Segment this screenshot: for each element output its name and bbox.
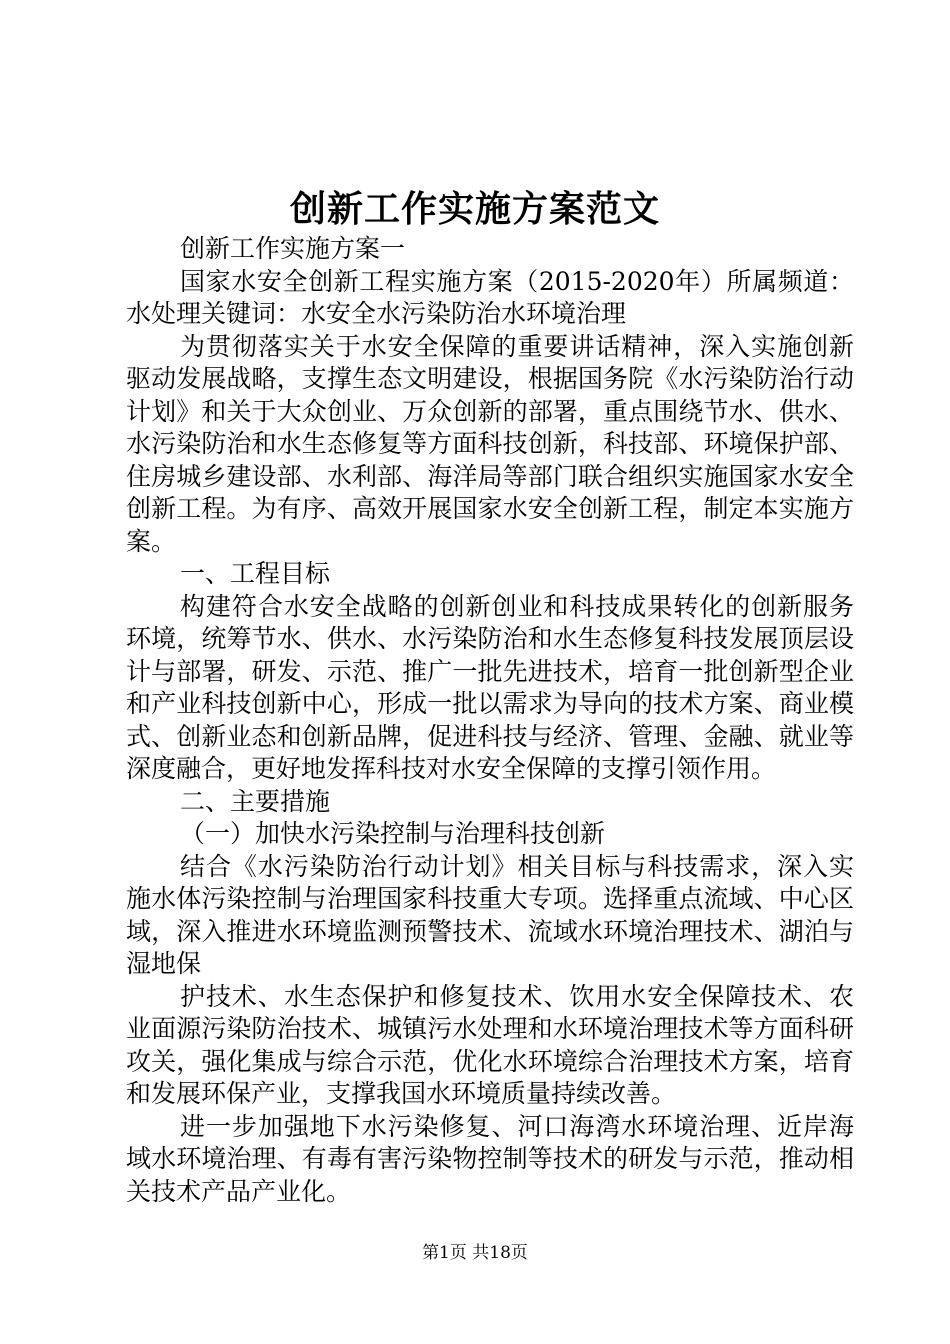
- page-number-footer: 第1页 共18页: [422, 1243, 528, 1263]
- paragraph: 进一步加强地下水污染修复、河口海湾水环境治理、近岸海域水环境治理、有毒有害污染物控制等技术的研发与示范，推动相关技术产品产业化。: [126, 1111, 854, 1206]
- paragraph: 护技术、水生态保护和修复技术、饮用水安全保障技术、农业面源污染防治技术、城镇污水处理和水环境治理技术等方面科研攻关，强化集成与综合示范，优化水环境综合治理技术方案，培育和发展环保产业，支撑我国水环境质量持续改善。: [126, 981, 854, 1108]
- document-body: [126, 233, 854, 1208]
- paragraph: 国家水安全创新工程实施方案（2015-2020年）所属频道：水处理关键词：水安全水污染防治水环境治理: [126, 266, 854, 328]
- section-heading: 一、工程目标: [180, 559, 331, 588]
- paragraph: 为贯彻落实关于水安全保障的重要讲话精神，深入实施创新驱动发展战略，支撑生态文明建设，根据国务院《水污染防治行动计划》和关于大众创业、万众创新的部署，重点围绕节水、供水、水污染防治和水生态修复等方面科技创新，科技部、环境保护部、住房城乡建设部、水利部、海洋局等部门联合组织实施国家水安全创新工程。为有序、高效开展国家水安全创新工程，制定本实施方案。: [126, 331, 854, 556]
- paragraph: 构建符合水安全战略的创新创业和科技成果转化的创新服务环境，统筹节水、供水、水污染防治和水生态修复科技发展顶层设计与部署，研发、示范、推广一批先进技术，培育一批创新型企业和产业科技创新中心，形成一批以需求为导向的技术方案、商业模式、创新业态和创新品牌，促进科技与经济、管理、金融、就业等深度融合，更好地发挥科技对水安全保障的支撑引领作用。: [126, 591, 854, 783]
- subsection-heading: （一）加快水污染控制与治理科技创新: [180, 819, 606, 848]
- section-heading: 二、主要措施: [180, 786, 331, 816]
- paragraph: 创新工作实施方案一: [180, 234, 406, 263]
- paragraph: 结合《水污染防治行动计划》相关目标与科技需求，深入实施水体污染控制与治理国家科技重大专项。选择重点流域、中心区域，深入推进水环境监测预警技术、流域水环境治理技术、湖泊与湿地保: [126, 851, 854, 978]
- document-title: 创新工作实施方案范文: [289, 188, 660, 230]
